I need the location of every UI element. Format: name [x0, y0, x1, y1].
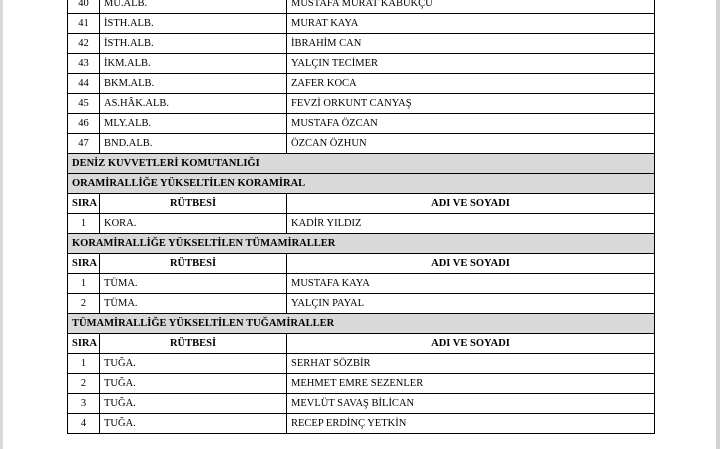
section-title-row	[68, 234, 655, 254]
row-name: YALÇIN TECİMER	[287, 54, 655, 74]
row-number: 43	[68, 54, 100, 74]
table-row	[68, 374, 655, 394]
section-title-row	[68, 174, 655, 194]
row-number: 46	[68, 114, 100, 134]
row-rank: TÜMA.	[100, 274, 287, 294]
row-name: MUSTAFA ÖZCAN	[287, 114, 655, 134]
row-rank: TUĞA.	[100, 394, 287, 414]
branch-header-row	[68, 154, 655, 174]
table-row	[68, 14, 655, 34]
section-title-row	[68, 314, 655, 334]
row-rank: MU.ALB.	[100, 0, 287, 14]
row-name: RECEP ERDİNÇ YETKİN	[287, 414, 655, 434]
row-number: 3	[68, 394, 100, 414]
row-number: 41	[68, 14, 100, 34]
row-number: 47	[68, 134, 100, 154]
row-rank: BKM.ALB.	[100, 74, 287, 94]
section-title: TÜMAMİRALLİĞE YÜKSELTİLEN TUĞAMİRALLER	[68, 314, 655, 334]
table-row	[68, 134, 655, 154]
row-rank: TUĞA.	[100, 414, 287, 434]
row-rank: MLY.ALB.	[100, 114, 287, 134]
table-row	[68, 74, 655, 94]
table-row	[68, 414, 655, 434]
row-name: ÖZCAN ÖZHUN	[287, 134, 655, 154]
row-rank: TÜMA.	[100, 294, 287, 314]
header-adi-soyadi: ADI VE SOYADI	[287, 194, 655, 214]
column-header-row	[68, 334, 655, 354]
column-header-row	[68, 194, 655, 214]
section-title: ORAMİRALLİĞE YÜKSELTİLEN KORAMİRAL	[68, 174, 655, 194]
table-row	[68, 274, 655, 294]
row-rank: İSTH.ALB.	[100, 34, 287, 54]
row-number: 2	[68, 374, 100, 394]
row-rank: TUĞA.	[100, 354, 287, 374]
row-name: MEHMET EMRE SEZENLER	[287, 374, 655, 394]
row-number: 4	[68, 414, 100, 434]
row-number: 42	[68, 34, 100, 54]
table-row	[68, 0, 655, 14]
row-rank: BND.ALB.	[100, 134, 287, 154]
row-name: MUSTAFA MURAT KABUKÇU	[287, 0, 655, 14]
promotion-table	[67, 0, 655, 434]
row-number: 45	[68, 94, 100, 114]
table-row	[68, 294, 655, 314]
row-number: 1	[68, 354, 100, 374]
row-rank: İSTH.ALB.	[100, 14, 287, 34]
row-rank: KORA.	[100, 214, 287, 234]
table-row	[68, 54, 655, 74]
row-name: YALÇIN PAYAL	[287, 294, 655, 314]
row-name: İBRAHİM CAN	[287, 34, 655, 54]
table-row	[68, 214, 655, 234]
row-rank: TUĞA.	[100, 374, 287, 394]
row-name: MUSTAFA KAYA	[287, 274, 655, 294]
row-number: 1	[68, 274, 100, 294]
column-header-row	[68, 254, 655, 274]
row-number: 2	[68, 294, 100, 314]
page-right-edge	[716, 0, 720, 449]
header-rutbesi: RÜTBESİ	[100, 194, 287, 214]
header-sira: SIRA	[68, 194, 100, 214]
table-row	[68, 114, 655, 134]
table-row	[68, 34, 655, 54]
branch-title: DENİZ KUVVETLERİ KOMUTANLIĞI	[68, 154, 655, 174]
header-rutbesi: RÜTBESİ	[100, 334, 287, 354]
page-left-edge	[0, 0, 3, 449]
row-name: FEVZİ ORKUNT CANYAŞ	[287, 94, 655, 114]
row-rank: İKM.ALB.	[100, 54, 287, 74]
table-row	[68, 394, 655, 414]
section-title: KORAMİRALLİĞE YÜKSELTİLEN TÜMAMİRALLER	[68, 234, 655, 254]
header-adi-soyadi: ADI VE SOYADI	[287, 334, 655, 354]
table-row	[68, 354, 655, 374]
header-sira: SIRA	[68, 334, 100, 354]
row-number: 44	[68, 74, 100, 94]
row-name: KADİR YILDIZ	[287, 214, 655, 234]
row-name: MEVLÜT SAVAŞ BİLİCAN	[287, 394, 655, 414]
row-name: MURAT KAYA	[287, 14, 655, 34]
row-name: SERHAT SÖZBİR	[287, 354, 655, 374]
row-number: 1	[68, 214, 100, 234]
row-rank: AS.HÂK.ALB.	[100, 94, 287, 114]
table-row	[68, 94, 655, 114]
header-rutbesi: RÜTBESİ	[100, 254, 287, 274]
header-adi-soyadi: ADI VE SOYADI	[287, 254, 655, 274]
row-name: ZAFER KOCA	[287, 74, 655, 94]
row-number: 40	[68, 0, 100, 14]
header-sira: SIRA	[68, 254, 100, 274]
